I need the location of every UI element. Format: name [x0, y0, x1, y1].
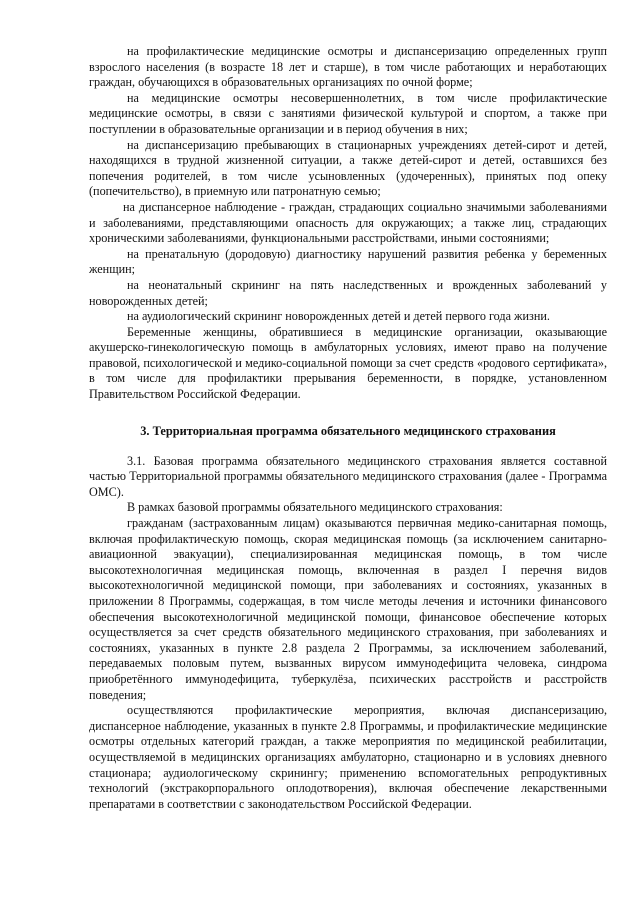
paragraph-prenatal-diagnostics: на пренатальную (дородовую) диагностику нарушений развития ребенка у беременных женщин;: [89, 246, 607, 277]
paragraph-exams-minors: на медицинские осмотры несовершеннолетних, в том числе профилактические медицинские осмотры, в связи с занятиями физической культурой и спортом, а также при поступлении в образовательные организации и в период обучения в них;: [89, 90, 607, 136]
paragraph-audiological-screening: на аудиологический скрининг новорожденных детей и детей первого года жизни.: [127, 309, 550, 324]
paragraph-neonatal-screening: на неонатальный скрининг на пять наследственных и врожденных заболеваний у новорожденных детей;: [89, 277, 607, 308]
paragraph-preventive-exams-adults: на профилактические медицинские осмотры и диспансеризацию определенных групп взрослого населения (в возрасте 18 лет и старше), в том числе работающих и неработающих граждан, обучающихся в образовательных организациях по очной форме;: [89, 44, 607, 90]
paragraph-within-basic-program: В рамках базовой программы обязательного медицинского страхования:: [127, 500, 503, 515]
document-page: [89, 44, 607, 812]
paragraph-basic-program: 3.1. Базовая программа обязательного медицинского страхования является составной частью Территориальной программы обязательного медицинского страхования (далее - Программа ОМС).: [89, 453, 607, 499]
paragraph-insured-citizens: гражданам (застрахованным лицам) оказываются первичная медико-санитарная помощь, включая профилактическую помощь, скорая медицинская помощь (за исключением санитарно-авиационной эвакуации), специализированная медицинская помощь, в том числе высокотехнологичная медицинская помощь, включенная в раздел I перечня видов высокотехнологичной медицинской помощи, при заболеваниях и состояниях, указанных в приложении 8 Программы, содержащая, в том числе методы лечения и источники финансового обеспечения высокотехнологичной медицинской помощи, финансовое обеспечение которых осуществляется за счет средств обязательного медицинского страхования, при заболеваниях и состояниях, указанных в пункте 2.8 раздела 2 Программы, за исключением заболеваний, передаваемых половым путем, вызванных вирусом иммунодефицита человека, синдрома приобретённого иммунодефицита, туберкулёза, психических расстройств и расстройств поведения;: [89, 516, 607, 702]
paragraph-preventive-measures: осуществляются профилактические мероприятия, включая диспансеризацию, диспансерное наблюдение, указанных в пункте 2.8 Программы, и профилактические медицинские осмотры отдельных категорий граждан, а также мероприятия по медицинской реабилитации, осуществляемой в медицинских организациях амбулаторно, стационарно и в условиях дневного стационара; аудиологическому скринингу; применению вспомогательных репродуктивных технологий (экстракорпорального оплодотворения), включая обеспечение лекарственными препаратами в соответствии с законодательством Российской Федерации.: [89, 703, 607, 811]
paragraph-pregnant-women: Беременные женщины, обратившиеся в медицинские организации, оказывающие акушерско-гинекологическую помощь в амбулаторных условиях, имеют право на получение правовой, психологической и медико-социальной помощи за счет средств «родового сертификата», в том числе для профилактики прерывания беременности, в порядке, установленном Правительством Российской Федерации.: [89, 324, 607, 402]
paragraph-dispensary-observation: на диспансерное наблюдение - граждан, страдающих социально значимыми заболеваниями и заболеваниями, представляющими опасность для окружающих; а также лиц, страдающих хроническими заболеваниями, функциональными расстройствами, иными состояниями;: [89, 199, 607, 246]
paragraph-orphans-screening: на диспансеризацию пребывающих в стационарных учреждениях детей-сирот и детей, находящихся в трудной жизненной ситуации, а также детей-сирот и детей, оставшихся без попечения родителей, в том числе усыновленных (удочеренных), принятых под опеку (попечительство), в приемную или патронатную семью;: [89, 137, 607, 199]
section-heading: 3. Территориальная программа обязательного медицинского страхования: [140, 423, 556, 438]
